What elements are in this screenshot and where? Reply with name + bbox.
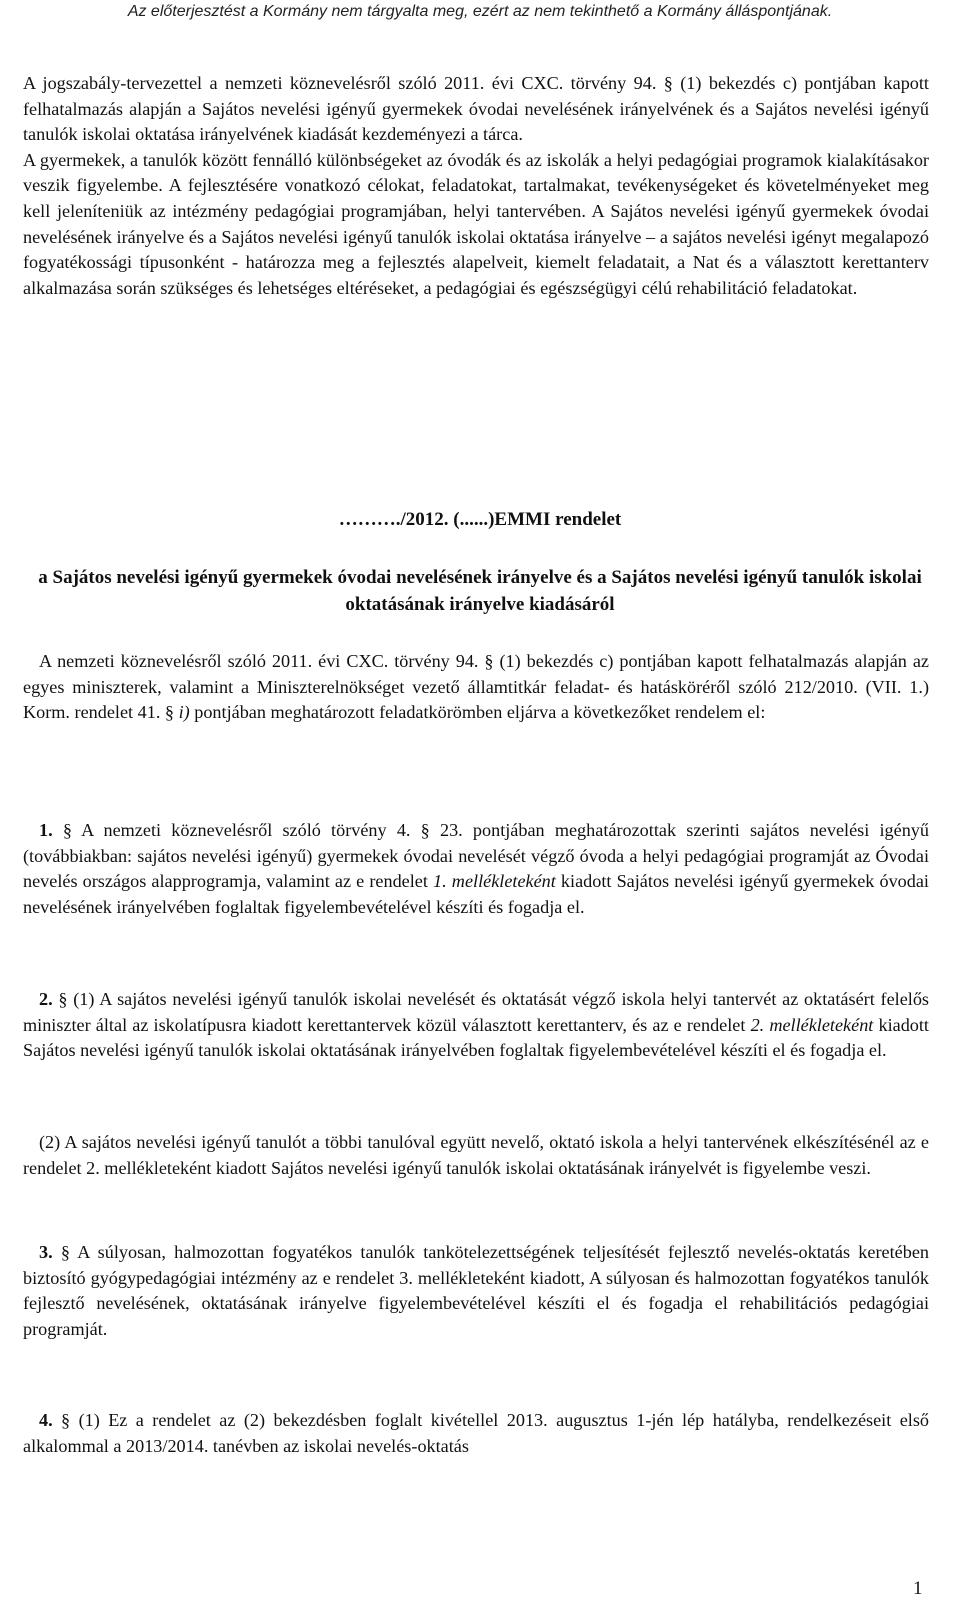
preamble-text-2: pontjában meghatározott feladatkörömben eljárva a következőket rendelem el: (189, 702, 766, 723)
preamble (23, 649, 929, 726)
section-1-italic: 1. mellékleteként (433, 871, 556, 892)
section-3-text: § A súlyosan, halmozottan fogyatékos tanulók tankötelezettségének teljesítését fejlesztő nevelés-oktatás keretében biztosító gyógypedagógiai intézmény az e rendelet 3. mellékleteként kiadott, A súlyosan és halmozottan fogyatékos tanulók fejlesztő nevelésének, oktatásának irányelve figyelembevételével készíti el és fogadja el rehabilitációs pedagógiai programját. (23, 1242, 929, 1339)
section-2-paragraph-2: (2) A sajátos nevelési igényű tanulót a többi tanulóval együtt nevelő, oktató iskola a helyi tantervének elkészítésénél az e rendelet 2. mellékleteként kiadott Sajátos nevelési igényű tanulók iskolai oktatásának irányelvét is figyelembe veszi. (23, 1132, 929, 1178)
section-3-paragraph (23, 1240, 929, 1342)
section-4-text: § (1) Ez a rendelet az (2) bekezdésben foglalt kivétellel 2013. augusztus 1-jén lép hatályba, rendelkezéseit első alkalommal a 2013/2014. tanévben az iskolai nevelés-oktatás (23, 1410, 929, 1456)
preamble-text-1: A nemzeti köznevelésről szóló 2011. évi CXC. törvény 94. § (1) bekezdés c) pontjában kapott felhatalmazás alapján az egyes miniszterek, valamint a Miniszterelnökséget vezető államtitkár feladat- és hatásköréről szóló 212/2010. (VII. 1.) Korm. rendelet 41. § (23, 651, 929, 723)
section-2-subsection-2 (23, 1130, 929, 1181)
section-4 (23, 1408, 929, 1459)
section-2-text-1: § (1) A sajátos nevelési igényű tanulók iskolai nevelését és oktatását végző iskola helyi tantervét az oktatásért felelős miniszter által az iskolatípusra kiadott kerettantervek közül választott kerettanterv, és az e rendelet (23, 989, 929, 1035)
section-2-text-2: kiadott Sajátos nevelési igényű tanulók iskolai oktatásának irányelvében foglaltak figyelembevételével készíti el és fogadja el. (23, 1014, 929, 1061)
section-1 (23, 818, 929, 920)
decree-number: ………./2012. (......)EMMI rendelet (338, 509, 622, 530)
preamble-paragraph (23, 649, 929, 726)
section-1-text-2: kiadott Sajátos nevelési igényű gyermekek óvodai nevelésének irányelvében foglaltak figyelembevételével készíti és fogadja el. (23, 871, 929, 917)
intro-paragraph-2: A gyermekek, a tanulók között fennálló különbségeket az óvodák és az iskolák a helyi pedagógiai programok kialakításakor veszik figyelembe. A fejlesztésére vonatkozó célokat, feladatokat, tartalmakat, tevékenységeket és követelményeket meg kell jeleníteniük az intézmény pedagógiai programjában, helyi tantervében. A Sajátos nevelési igényű gyermekek óvodai nevelésének irányelve és a Sajátos nevelési igényű tanulók iskolai oktatása irányelve – a sajátos nevelési igényt megalapozó fogyatékossági típusonként - határozza meg a fejlesztés alapelveit, kiemelt feladatait, a Nat és a választott kerettanterv alkalmazása során szükséges és lehetséges eltéréseket, a pedagógiai és egészségügyi célú rehabilitáció feladatokat. (23, 149, 929, 298)
section-2 (23, 987, 929, 1064)
intro-section (23, 71, 929, 301)
section-1-paragraph (23, 818, 929, 920)
section-3 (23, 1240, 929, 1342)
section-2-paragraph-1 (23, 987, 929, 1064)
section-2-italic: 2. mellékleteként (750, 1014, 874, 1035)
decree-title: a Sajátos nevelési igényű gyermekek óvodai nevelésének irányelve és a Sajátos nevelési igényű tanulók iskolai oktatásának irányelve kiadásáról (38, 567, 922, 615)
disclaimer-header: Az előterjesztést a Kormány nem tárgyalta meg, ezért az nem tekinthető a Kormány álláspontjának. (127, 3, 833, 20)
section-4-number: 4. (39, 1410, 53, 1430)
section-1-number: 1. (39, 820, 53, 840)
section-1-text-1: § A nemzeti köznevelésről szóló törvény 4. § 23. pontjában meghatározottak szerinti sajátos nevelési igényű (továbbiakban: sajátos nevelési igényű) gyermekek óvodai nevelését végző óvoda a helyi pedagógiai programját az Óvodai nevelés országos alapprogramja, valamint az e rendelet (23, 820, 929, 892)
preamble-italic: i) (178, 702, 190, 723)
section-2-number: 2. (39, 989, 53, 1009)
section-3-number: 3. (39, 1242, 53, 1262)
page-number: 1 (913, 1578, 923, 1599)
section-4-paragraph (23, 1408, 929, 1459)
intro-paragraph-1: A jogszabály-tervezettel a nemzeti köznevelésről szóló 2011. évi CXC. törvény 94. § (1) bekezdés c) pontjában kapott felhatalmazás alapján a Sajátos nevelési igényű gyermekek óvodai nevelésének irányelvének és a Sajátos nevelési igényű tanulók iskolai oktatása irányelvének kiadását kezdeményezi a tárca. (23, 73, 929, 145)
